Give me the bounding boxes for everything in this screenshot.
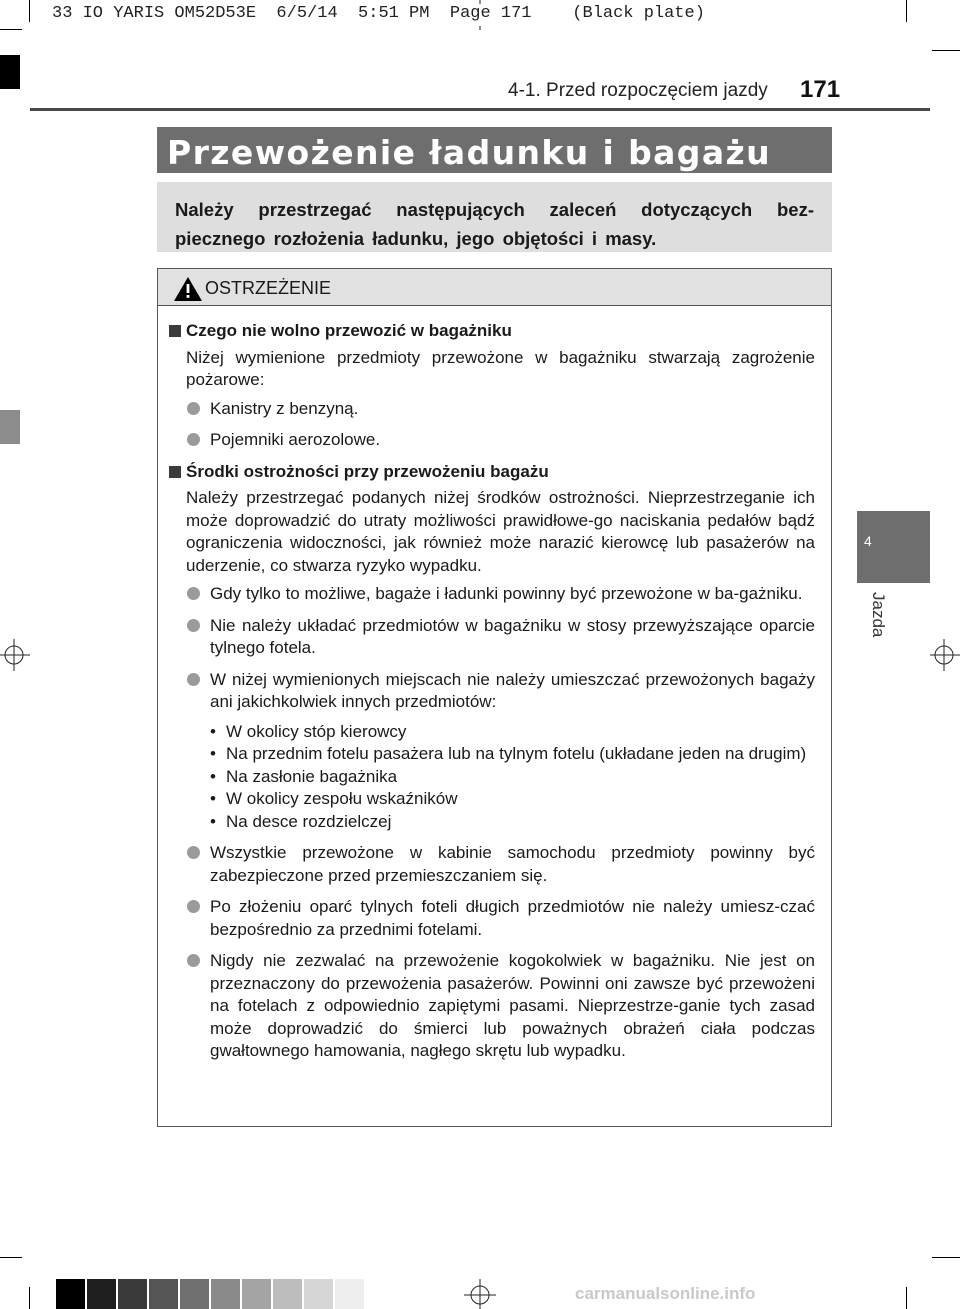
color-swatch	[211, 1279, 240, 1309]
chapter-number: 4	[864, 533, 872, 549]
sub-list-item: • Na zasłonie bagażnika	[210, 766, 398, 786]
sub-list	[168, 721, 815, 834]
color-swatch	[56, 1279, 85, 1309]
intro-box	[157, 182, 832, 252]
circle-bullet-icon	[187, 402, 200, 415]
warning-box	[157, 268, 832, 1127]
circle-bullet-icon	[187, 846, 200, 859]
section-heading: Czego nie wolno przewozić w bagażniku	[168, 320, 815, 343]
list-item: Gdy tylko to możliwe, bagaże i ładunki powinny być przewożone w ba-gażniku.	[168, 583, 815, 606]
crop-mark	[29, 1287, 30, 1309]
sub-list-item: • W okolicy stóp kierowcy	[210, 721, 407, 741]
list-item: W niżej wymienionych miejscach nie należy umieszczać przewożonych bagaży ani jakichkolwiek innych przedmiotów:	[168, 669, 815, 714]
corner-tab	[0, 55, 20, 89]
list-item: Nigdy nie zezwalać na przewożenie kogokolwiek w bagażniku. Nie jest on przeznaczony do przewożenia pasażerów. Powinni oni zawsze być przewożeni na fotelach z odpowiednio zapiętymi pasami. Nieprzestrze-ganie tych zasad może doprowadzić do śmierci lub poważnych obrażeń ciała podczas gwałtownego hamowania, nagłego skrętu lub wypadku.	[168, 950, 815, 1063]
color-swatch	[149, 1279, 178, 1309]
section-heading: Środki ostrożności przy przewożeniu bagażu	[168, 461, 815, 484]
list-item: Nie należy układać przedmiotów w bagażniku w stosy przewyższające oparcie tylnego fotela.	[168, 615, 815, 660]
list-item: Wszystkie przewożone w kabinie samochodu przedmioty powinny być zabezpieczone przed przemieszczaniem się.	[168, 842, 815, 887]
color-swatch	[304, 1279, 333, 1309]
registration-mark-icon	[460, 1269, 500, 1309]
circle-bullet-icon	[187, 619, 200, 632]
warning-title: OSTRZEŻENIE	[205, 278, 332, 298]
crop-mark	[932, 50, 960, 51]
section-header: 4-1. Przed rozpoczęciem jazdy	[508, 80, 768, 101]
square-bullet-icon	[169, 466, 181, 478]
color-swatch	[242, 1279, 271, 1309]
section-text: Należy przestrzegać podanych niżej środków ostrożności. Nieprzestrzeganie ich może doprowadzić do utraty możliwości prawidłowe-go naciskania pedałów bądź ograniczenia widoczności, jak również może narazić kierowcę lub pasażerów na uderzenie, co stwarza ryzyko wypadku.	[186, 488, 815, 575]
crop-mark	[0, 29, 22, 30]
color-swatch	[335, 1279, 364, 1309]
crop-mark	[29, 0, 30, 22]
section-text: Niżej wymienione przedmioty przewożone w bagażniku stwarzają zagrożenie pożarowe:	[186, 347, 815, 389]
warning-triangle-icon	[173, 276, 203, 302]
crop-mark	[906, 1287, 907, 1309]
sub-list-item: • Na desce rozdzielczej	[210, 811, 392, 831]
sub-list-item: • W okolicy zespołu wskaźników	[210, 789, 458, 808]
circle-bullet-icon	[187, 587, 200, 600]
color-swatch	[87, 1279, 116, 1309]
color-swatch	[118, 1279, 147, 1309]
crop-mark	[932, 1257, 960, 1258]
warning-body	[158, 306, 831, 1063]
warning-header	[158, 269, 831, 306]
list-item: Po złożeniu oparć tylnych foteli długich przedmiotów nie należy umiesz-czać bezpośrednio za przednimi fotelami.	[168, 896, 815, 941]
page-number: 171	[800, 76, 841, 103]
color-swatch	[180, 1279, 209, 1309]
side-tab	[0, 410, 20, 444]
registration-mark-icon	[0, 635, 40, 675]
circle-bullet-icon	[187, 954, 200, 967]
title-bar	[157, 127, 832, 173]
circle-bullet-icon	[187, 433, 200, 446]
registration-mark-icon	[920, 635, 960, 675]
sub-list-item: • Na przednim fotelu pasażera lub na tylnym fotelu (układane jeden na drugim)	[210, 744, 807, 763]
crop-mark	[0, 1257, 22, 1258]
intro-text: Należy przestrzegać następujących zaleceń dotyczących bez-piecznego rozłożenia ładunku, jego objętości i masy.	[175, 199, 814, 249]
square-bullet-icon	[169, 325, 181, 337]
chapter-tab	[857, 511, 930, 583]
header-divider	[30, 108, 930, 111]
list-item: Kanistry z benzyną.	[168, 398, 815, 421]
circle-bullet-icon	[187, 900, 200, 913]
watermark: carmanualsonline.info	[575, 1284, 756, 1303]
list-item: Pojemniki aerozolowe.	[168, 429, 815, 452]
print-slug: 33 IO YARIS OM52D53E 6/5/14 5:51 PM Page 171 (Black plate)	[46, 4, 711, 26]
circle-bullet-icon	[187, 673, 200, 686]
color-swatch	[273, 1279, 302, 1309]
color-swatch-strip	[56, 1279, 364, 1309]
crop-mark	[906, 0, 907, 22]
page-title: Przewożenie ładunku i bagażu	[167, 133, 772, 172]
chapter-label: Jazda	[869, 592, 888, 638]
